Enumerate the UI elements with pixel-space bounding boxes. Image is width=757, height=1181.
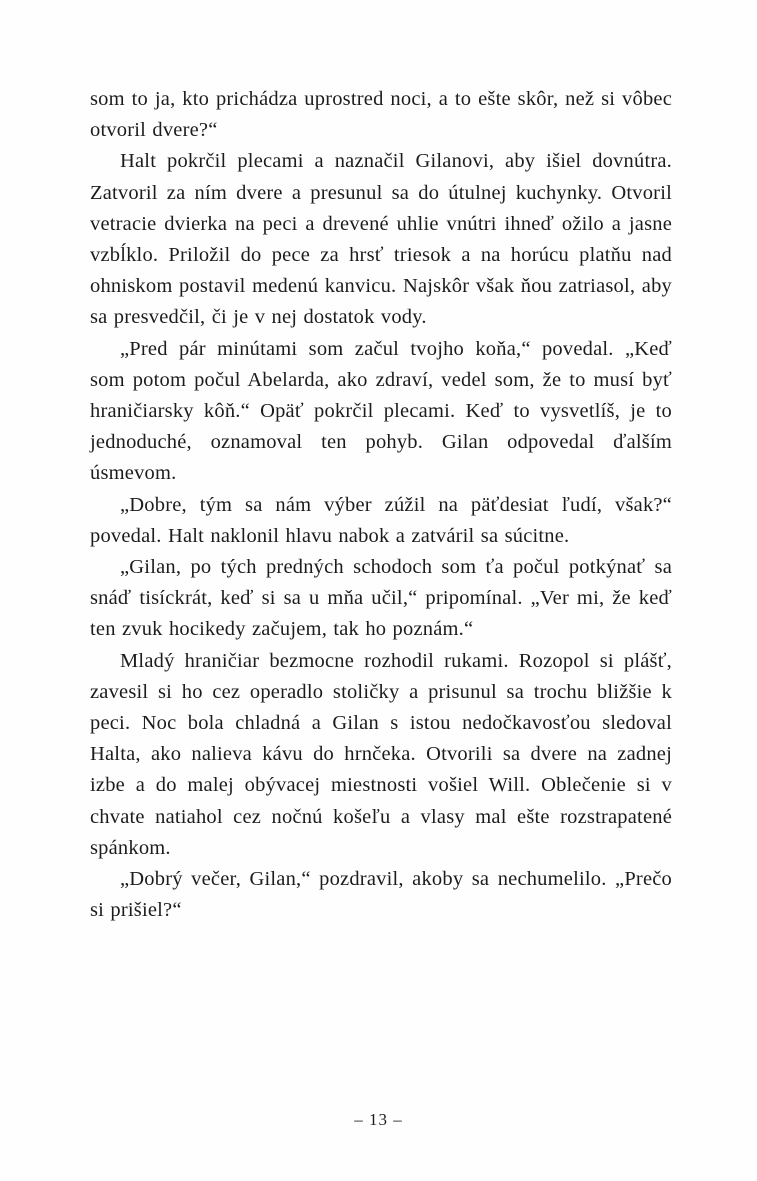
paragraph: Mladý hraničiar bezmocne rozhodil rukami. Rozopol si plášť, zavesil si ho cez operadlo stoličky a prisunul sa trochu bližšie k peci. Noc bola chladná a Gilan s istou nedočkavosťou sledoval Halta, ako nalieva kávu do hrnčeka. Otvorili sa dvere na zadnej izbe a do malej obývacej miestnosti vošiel Will. Oblečenie si v chvate natiahol cez nočnú košeľu a vlasy mal ešte rozstrapatené spánkom. bbox=[90, 649, 672, 859]
paragraph: Halt pokrčil plecami a naznačil Gilanovi, aby išiel dovnútra. Zatvoril za ním dvere a presunul sa do útulnej kuchynky. Otvoril vetracie dvierka na peci a drevené uhlie vnútri ihneď ožilo a jasne vzbĺklo. Priložil do pece za hrsť triesok a na horúcu platňu nad ohniskom postavil medenú kanvicu. Najskôr však ňou zatriasol, aby sa presvedčil, či je v nej dostatok vody. bbox=[90, 150, 672, 329]
paragraph: „Dobrý večer, Gilan,“ pozdravil, akoby sa nechumelilo. „Prečo si prišiel?“ bbox=[90, 868, 672, 922]
paragraph: „Gilan, po tých predných schodoch som ťa počul potkýnať sa snáď tisíckrát, keď si sa u mňa učil,“ pripomínal. „Ver mi, že keď ten zvuk hocikedy začujem, tak ho poznám.“ bbox=[90, 556, 672, 641]
paragraph: som to ja, kto prichádza uprostred noci, a to ešte skôr, než si vôbec otvoril dvere?“ bbox=[90, 88, 672, 142]
paragraph: „Dobre, tým sa nám výber zúžil na päťdesiat ľudí, však?“ povedal. Halt naklonil hlavu nabok a zatváril sa súcitne. bbox=[90, 493, 672, 547]
paragraph: „Pred pár minútami som začul tvojho koňa,“ povedal. „Keď som potom počul Abelarda, ako zdraví, vedel som, že to musí byť hraničiarsky kôň.“ Opäť pokrčil plecami. Keď to vysvetlíš, je to jednoduché, oznamoval ten pohyb. Gilan odpovedal ďalším úsmevom. bbox=[90, 337, 672, 485]
page-number: – 13 – bbox=[354, 1110, 403, 1129]
text-block bbox=[90, 84, 672, 926]
